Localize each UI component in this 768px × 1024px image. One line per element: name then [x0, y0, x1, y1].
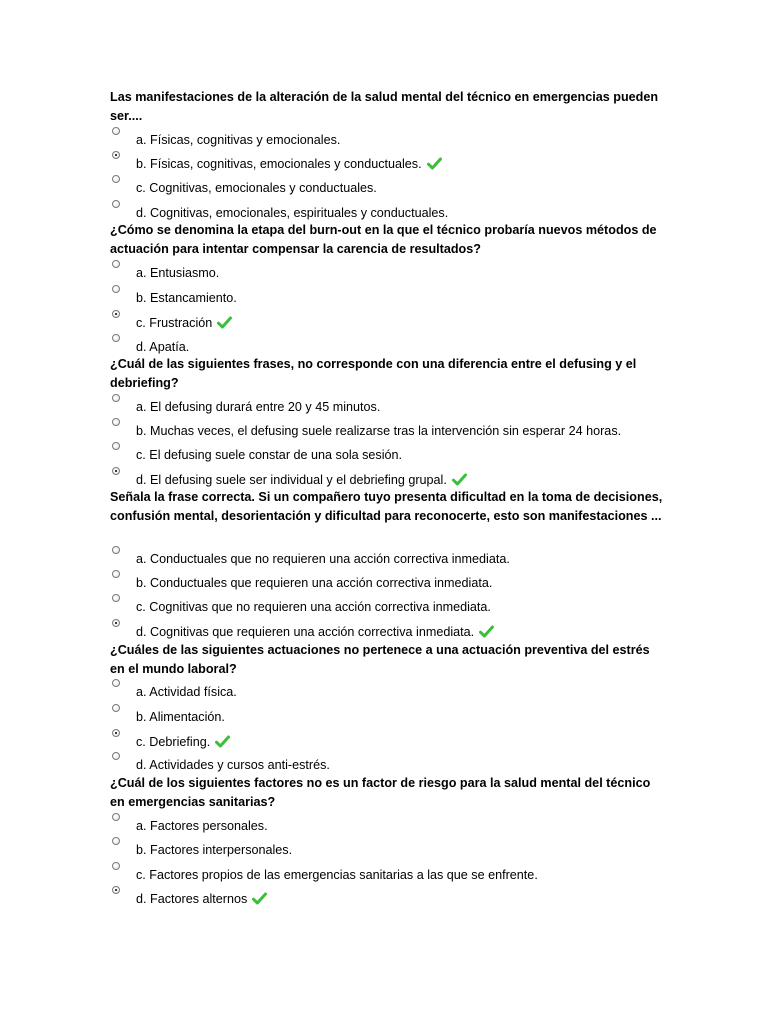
option-label: d. Cognitivas, emocionales, espirituales y conductuales. — [136, 206, 449, 220]
question-text: ¿Cómo se denomina la etapa del burn-out en la que el técnico probaría nuevos métodos de actuación para intentar compensar la carencia de resultados? — [110, 223, 657, 256]
option — [112, 418, 712, 440]
option — [112, 594, 712, 616]
radio-button[interactable] — [112, 546, 120, 554]
option-label: b. Físicas, cognitivas, emocionales y conductuales. — [136, 157, 442, 171]
option-label: c. Cognitivas que no requieren una acción correctiva inmediata. — [136, 600, 491, 614]
check-icon — [427, 157, 442, 170]
option-label: a. Factores personales. — [136, 819, 268, 833]
radio-button[interactable] — [112, 619, 120, 627]
question-text: Las manifestaciones de la alteración de la salud mental del técnico en emergencias pueden ser.... — [110, 90, 659, 123]
option — [112, 127, 712, 149]
check-icon — [217, 316, 232, 329]
option — [112, 862, 712, 884]
question-text: ¿Cuál de las siguientes frases, no corresponde con una diferencia entre el defusing y el debriefing? — [110, 357, 637, 390]
check-icon — [452, 473, 467, 486]
radio-button[interactable] — [112, 151, 120, 159]
radio-button[interactable] — [112, 418, 120, 426]
option-label: c. Frustración — [136, 316, 232, 330]
radio-button[interactable] — [112, 310, 120, 318]
radio-button[interactable] — [112, 862, 120, 870]
radio-button[interactable] — [112, 837, 120, 845]
radio-button[interactable] — [112, 813, 120, 821]
radio-button[interactable] — [112, 334, 120, 342]
option-label: d. Cognitivas que requieren una acción correctiva inmediata. — [136, 625, 494, 639]
radio-button[interactable] — [112, 594, 120, 602]
option-label: a. Actividad física. — [136, 685, 237, 699]
question-text: ¿Cuáles de las siguientes actuaciones no pertenece a una actuación preventiva del estrés en el mundo laboral? — [110, 643, 650, 676]
option — [112, 837, 712, 859]
question-text: ¿Cuál de los siguientes factores no es un factor de riesgo para la salud mental del técnico en emergencias sanitarias? — [110, 776, 651, 809]
option-label: b. Estancamiento. — [136, 291, 237, 305]
option — [112, 151, 712, 173]
radio-button[interactable] — [112, 260, 120, 268]
option — [112, 175, 712, 197]
option-label: a. Físicas, cognitivas y emocionales. — [136, 133, 341, 147]
option-label: b. Muchas veces, el defusing suele realizarse tras la intervención sin esperar 24 horas. — [136, 424, 622, 438]
option — [112, 704, 712, 726]
option — [112, 200, 712, 222]
option-label: d. Actividades y cursos anti-estrés. — [136, 758, 330, 772]
option-label: a. Entusiasmo. — [136, 266, 220, 280]
option — [112, 467, 712, 489]
radio-button[interactable] — [112, 570, 120, 578]
option — [112, 813, 712, 835]
option-label: c. Debriefing. — [136, 735, 230, 749]
radio-button[interactable] — [112, 704, 120, 712]
option — [112, 570, 712, 592]
option-label: d. El defusing suele ser individual y el debriefing grupal. — [136, 473, 467, 487]
option — [112, 310, 712, 332]
option — [112, 752, 712, 774]
option-label: b. Alimentación. — [136, 710, 225, 724]
radio-button[interactable] — [112, 679, 120, 687]
radio-button[interactable] — [112, 200, 120, 208]
check-icon — [479, 625, 494, 638]
option — [112, 394, 712, 416]
check-icon — [215, 735, 230, 748]
radio-button[interactable] — [112, 175, 120, 183]
radio-button[interactable] — [112, 729, 120, 737]
radio-button[interactable] — [112, 442, 120, 450]
option — [112, 886, 712, 908]
option — [112, 260, 712, 282]
option — [112, 285, 712, 307]
option — [112, 442, 712, 464]
check-icon — [252, 892, 267, 905]
radio-button[interactable] — [112, 394, 120, 402]
radio-button[interactable] — [112, 127, 120, 135]
option-label: c. El defusing suele constar de una sola sesión. — [136, 448, 403, 462]
question-text: Señala la frase correcta. Si un compañero tuyo presenta dificultad en la toma de decisiones, confusión mental, desorientación y dificultad para reconocerte, esto son manifestaciones ... — [110, 490, 663, 523]
radio-button[interactable] — [112, 285, 120, 293]
option-label: b. Factores interpersonales. — [136, 843, 293, 857]
option-label: c. Factores propios de las emergencias sanitarias a las que se enfrente. — [136, 868, 538, 882]
option-label: a. El defusing durará entre 20 y 45 minutos. — [136, 400, 381, 414]
option-label: a. Conductuales que no requieren una acción correctiva inmediata. — [136, 552, 510, 566]
option — [112, 729, 712, 751]
option-label: b. Conductuales que requieren una acción correctiva inmediata. — [136, 576, 493, 590]
option — [112, 334, 712, 356]
option — [112, 679, 712, 701]
option — [112, 546, 712, 568]
option-label: c. Cognitivas, emocionales y conductuales. — [136, 181, 377, 195]
radio-button[interactable] — [112, 467, 120, 475]
radio-button[interactable] — [112, 752, 120, 760]
option-label: d. Apatía. — [136, 340, 190, 354]
option-label: d. Factores alternos — [136, 892, 267, 906]
radio-button[interactable] — [112, 886, 120, 894]
option — [112, 619, 712, 641]
